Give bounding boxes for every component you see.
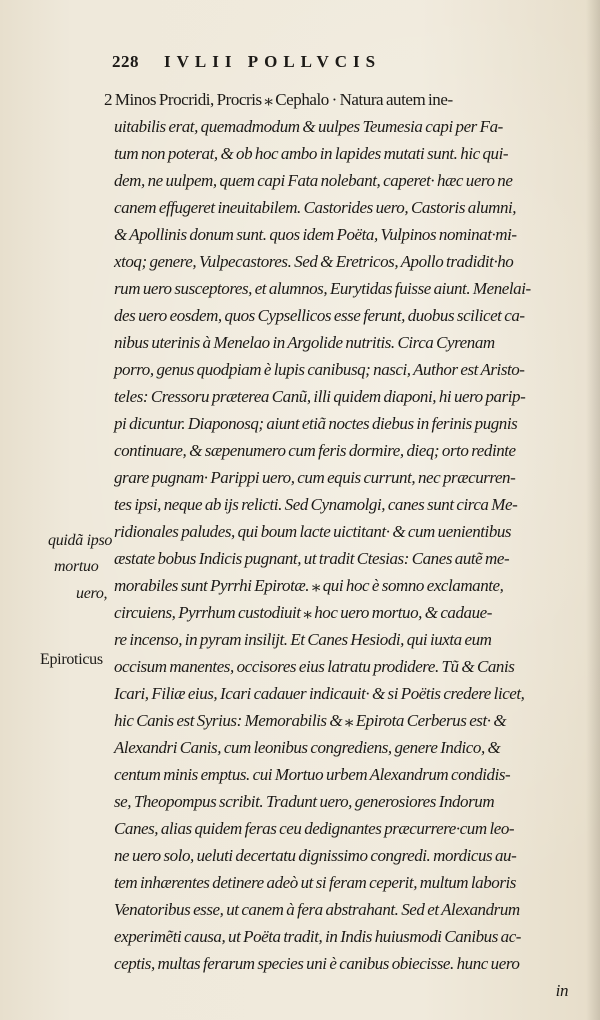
text-line: experimẽti causa, ut Poëta tradit, in Indis huiusmodi Canibus ac- [114,927,522,946]
text-line: teles: Cressoru præterea Canũ, illi quidem diaponi, hi uero parip- [114,387,526,406]
text-line: grare pugnam· Parippi uero, cum equis currunt, nec præcurren- [114,468,516,487]
text-line: porro, genus quodpiam è lupis canibusq; nasci, Author est Aristo- [114,360,525,379]
text-line: ne uero solo, ueluti decertatu dignissimo congredi. mordicus au- [114,846,517,865]
margin-note: quidã ipso [48,532,113,549]
text-line: re incenso, in pyram insilijt. Et Canes Hesiodi, qui iuxta eum [114,630,492,649]
body-text [104,86,574,1004]
text-line: centum minis emptus. cui Mortuo urbem Alexandrum condidis- [114,765,511,784]
text-line: hic Canis est Syrius: Memorabilis & ⁎ Epirota Cerberus est· & [114,711,507,730]
margin-note: mortuo [54,558,99,575]
text-line: & Apollinis donum sunt. quos idem Poëta, Vulpinos nominat·mi- [114,225,517,244]
text-line: tes ipsi, neque ab ijs relicti. Sed Cynamolgi, canes sunt circa Me- [114,495,518,514]
text-line: Icari, Filiæ eius, Icari cadauer indicauit· & si Poëtis credere licet, [114,684,525,703]
text-line: uitabilis erat, quemadmodum & uulpes Teumesia capi per Fa- [114,117,503,136]
text-line: se, Theopompus scribit. Tradunt uero, generosiores Indorum [114,792,495,811]
text-line: ceptis, multas ferarum species uni è canibus obiecisse. hunc uero [114,954,520,973]
text-line: 2 Minos Procridi, Procris ⁎ Cephalo · Natura autem ine- [104,90,453,109]
text-line: des uero eosdem, quos Cypsellicos esse ferunt, duobus scilicet ca- [114,306,525,325]
text-line: canem effugeret ineuitabilem. Castorides uero, Castoris alumni, [114,198,517,217]
catchword: in [555,981,568,1000]
running-title: IVLII POLLVCIS [164,52,382,71]
text-line: circuiens, Pyrrhum custodiuit ⁎ hoc uero mortuo, & cadaue- [114,603,492,622]
text-line: xtoq; genere, Vulpecastores. Sed & Eretricos, Apollo tradidit·ho [114,252,514,271]
text-line: continuare, & sæpenumero cum feris dormire, dieq; orto redinte [114,441,516,460]
text-line: nibus uterinis à Menelao in Argolide nutritis. Circa Cyrenam [114,333,495,352]
text-line: Alexandri Canis, cum leonibus congrediens, genere Indico, & [114,738,501,757]
text-line: tem inhærentes detinere adeò ut si feram ceperit, multum laboris [114,873,516,892]
margin-note: uero, [76,585,108,602]
text-line: morabiles sunt Pyrrhi Epirotæ. ⁎ qui hoc è somno exclamante, [114,576,504,595]
text-line: tum non poterat, & ob hoc ambo in lapides mutati sunt. hic qui- [114,144,509,163]
text-line: Canes, alias quidem feras ceu dedignantes præcurrere·cum leo- [114,819,515,838]
text-line: Venatoribus esse, ut canem à fera abstrahant. Sed et Alexandrum [114,900,520,919]
page-edge-shadow [586,0,600,1020]
text-line: æstate bobus Indicis pugnant, ut tradit Ctesias: Canes autẽ me- [114,549,510,568]
margin-note: Epiroticus [40,651,103,668]
text-line: pi dicuntur. Diaponosq; aiunt etiã noctes diebus in ferinis pugnis [114,414,518,433]
text-line: occisum manentes, occisores eius latratu prodidere. Tũ & Canis [114,657,515,676]
text-line: dem, ne uulpem, quem capi Fata nolebant, caperet· hæc uero ne [114,171,513,190]
running-head [112,52,572,76]
text-line: ridionales paludes, qui boum lacte uictitant· & cum uenientibus [114,522,512,541]
page-number: 228 [112,52,139,71]
text-line: rum uero susceptores, et alumnos, Eurytidas fuisse aiunt. Menelai- [114,279,531,298]
